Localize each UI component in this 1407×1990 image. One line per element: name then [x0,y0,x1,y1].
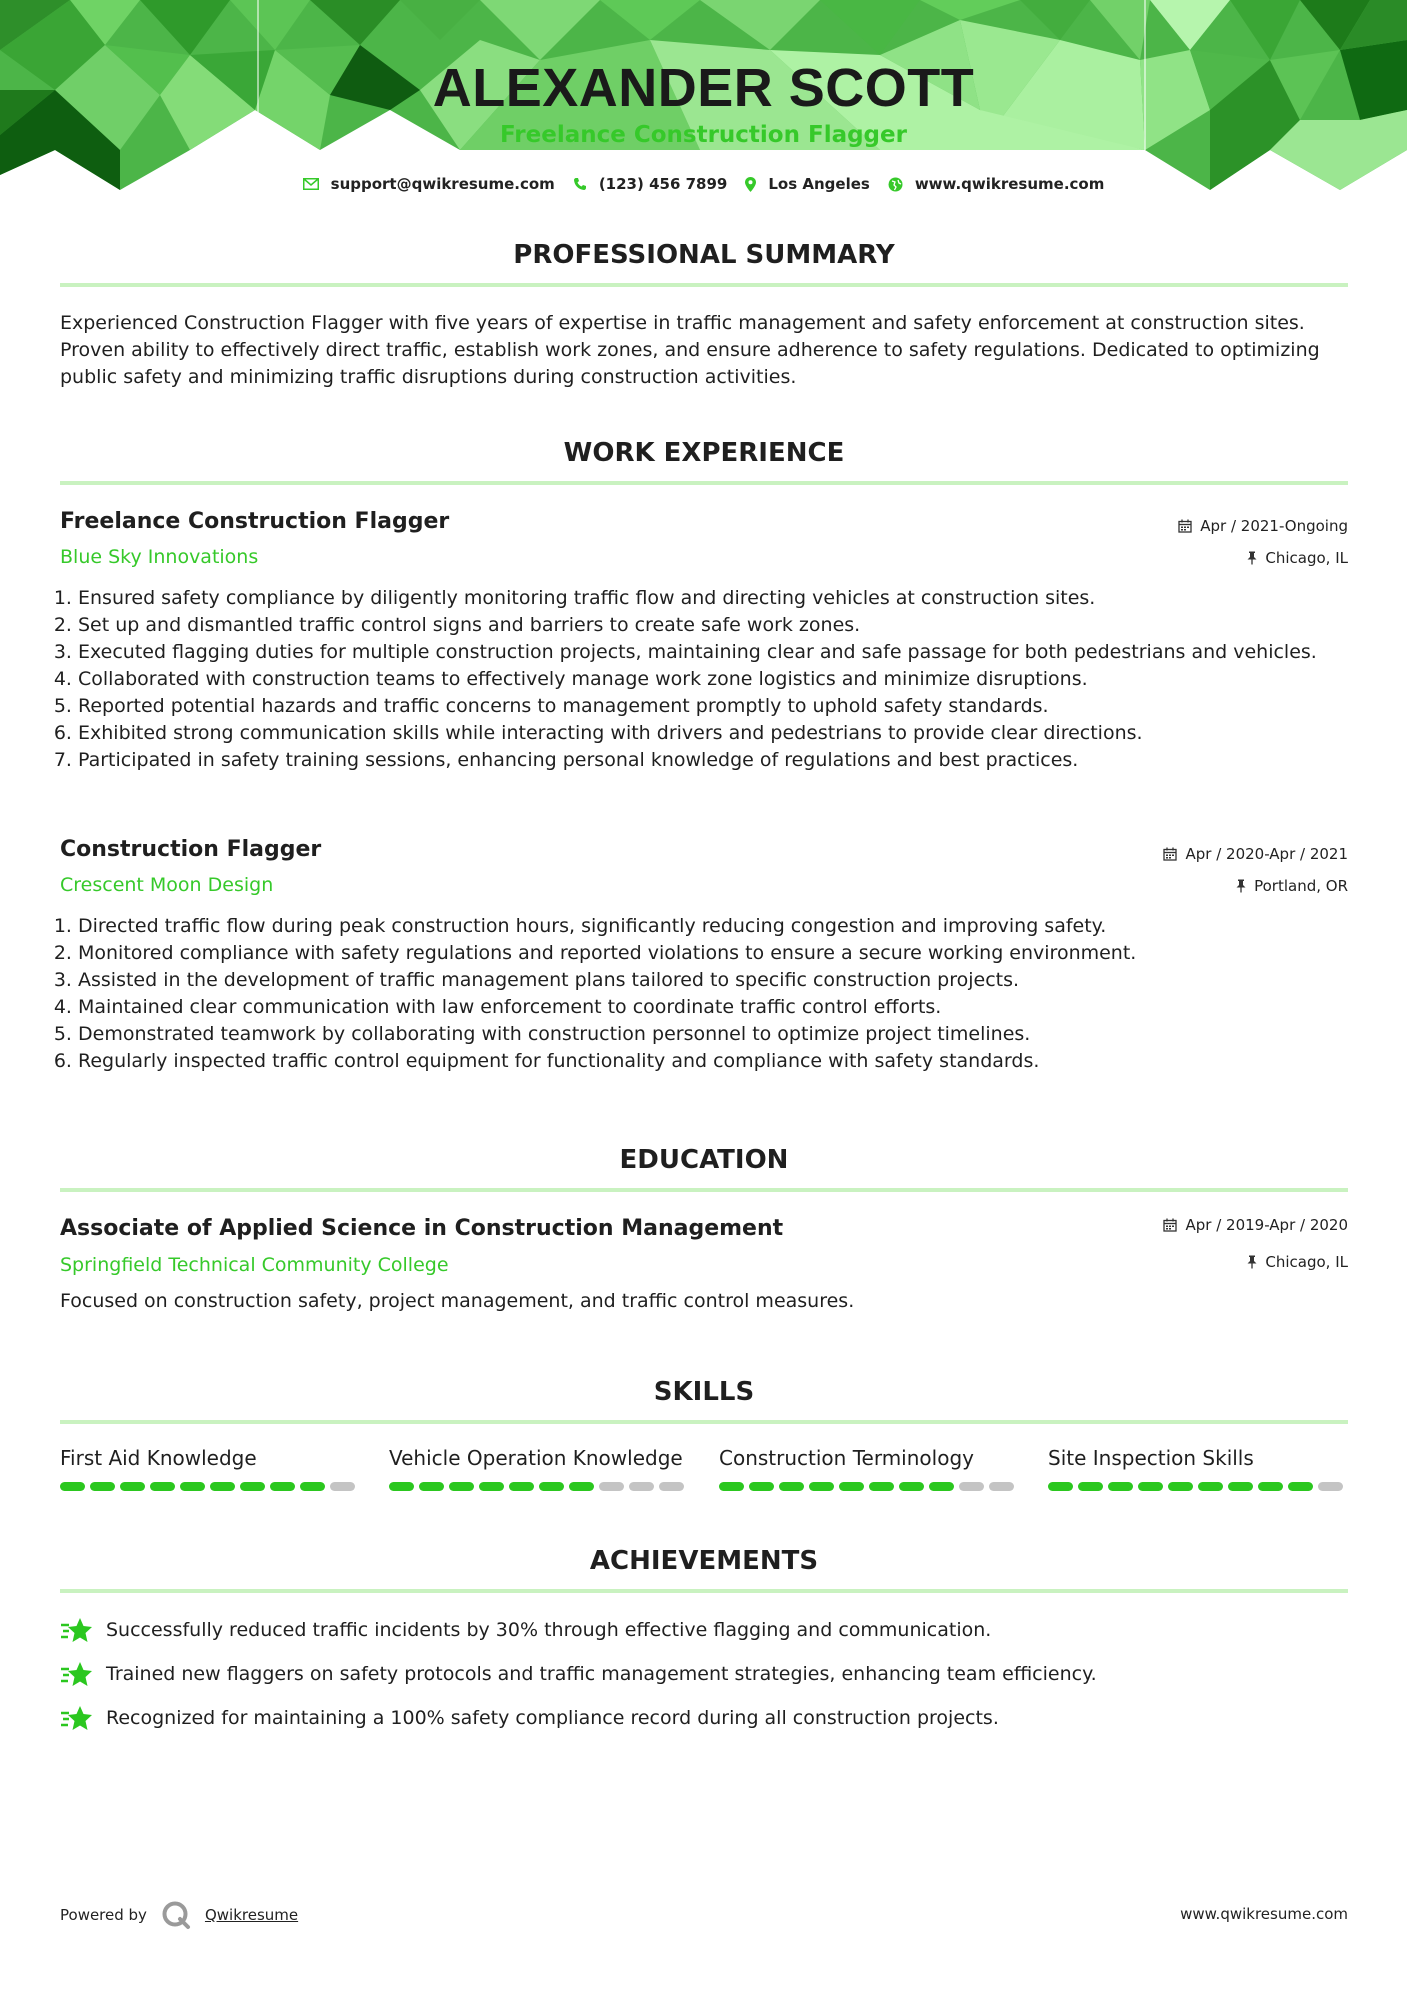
star-icon [60,1660,92,1688]
location-text: Los Angeles [768,175,870,193]
skill-segment-filled [210,1482,235,1491]
skill-segment-filled [180,1482,205,1491]
envelope-icon [303,178,319,190]
skill-name: First Aid Knowledge [60,1446,257,1470]
skill-segment-filled [929,1482,954,1491]
job-dates-text: Apr / 2021-Ongoing [1200,517,1348,535]
school-name: Springfield Technical Community College [60,1254,449,1276]
job-title: Freelance Construction Flagger [60,509,450,534]
list-item: 4. Collaborated with construction teams to effectively manage work zone logistics and minimize disruptions. [78,666,1366,693]
skill-segment-filled [1228,1482,1253,1491]
pushpin-icon [1247,551,1257,565]
qwikresume-link[interactable]: Qwikresume [204,1906,299,1924]
email-text: support@qwikresume.com [330,175,555,193]
achievement-item [60,1704,1348,1732]
skill-segment-filled [779,1482,804,1491]
job-location [1247,548,1348,568]
job-location-text: Chicago, IL [1265,549,1348,567]
skill-segment-filled [869,1482,894,1491]
skill-level-bar [389,1482,689,1491]
achievements-divider [60,1589,1348,1593]
achievement-text: Successfully reduced traffic incidents by 30% through effective flagging and communication. [106,1618,992,1641]
skill-segment-filled [1168,1482,1193,1491]
calendar-icon [1163,847,1177,861]
skill-segment-filled [300,1482,325,1491]
skill-segment-empty [989,1482,1014,1491]
list-item: 6. Exhibited strong communication skills while interacting with drivers and pedestrians to provide clear directions. [78,720,1366,747]
list-item: 2. Monitored compliance with safety regulations and reported violations to ensure a secure working environment. [78,940,1366,967]
skill-name: Vehicle Operation Knowledge [389,1446,683,1470]
list-item: 3. Assisted in the development of traffic management plans tailored to specific construction projects. [78,967,1366,994]
skill-item [60,1444,360,1491]
skill-segment-filled [719,1482,744,1491]
skill-segment-filled [539,1482,564,1491]
summary-heading: PROFESSIONAL SUMMARY [513,240,895,270]
skill-segment-filled [150,1482,175,1491]
skill-segment-empty [599,1482,624,1491]
list-item: 4. Maintained clear communication with law enforcement to coordinate traffic control efforts. [78,994,1366,1021]
list-item: 3. Executed flagging duties for multiple construction projects, maintaining clear and safe passage for both pedestrians and vehicles. [78,639,1366,666]
skill-level-bar [719,1482,1019,1491]
footer-powered-by [60,1900,298,1930]
experience-divider [60,481,1348,485]
qwikresume-logo-icon [161,1900,191,1930]
job-dates-text: Apr / 2020-Apr / 2021 [1185,845,1348,863]
degree-title: Associate of Applied Science in Construction Management [60,1216,784,1241]
skill-name: Construction Terminology [719,1446,974,1470]
star-icon [60,1704,92,1732]
pushpin-icon [1236,879,1246,893]
summary-divider [60,283,1348,287]
list-item: 5. Demonstrated teamwork by collaborating with construction personnel to optimize project timelines. [78,1021,1366,1048]
pushpin-icon [1247,1255,1257,1269]
skills-heading: SKILLS [653,1377,755,1407]
experience-heading: WORK EXPERIENCE [563,438,845,468]
contact-website[interactable] [888,175,1105,193]
skill-segment-filled [1258,1482,1283,1491]
skills-divider [60,1420,1348,1424]
skill-segment-filled [90,1482,115,1491]
list-item: 2. Set up and dismantled traffic control signs and barriers to create safe work zones. [78,612,1366,639]
skill-segment-filled [509,1482,534,1491]
contact-location [745,175,869,193]
skill-segment-empty [330,1482,355,1491]
job-location [1236,876,1348,896]
website-text: www.qwikresume.com [914,175,1105,193]
achievement-text: Recognized for maintaining a 100% safety compliance record during all construction projects. [106,1706,999,1729]
skill-level-bar [60,1482,360,1491]
education-dates [1163,1215,1348,1235]
candidate-title: Freelance Construction Flagger [500,122,907,148]
list-item: 1. Directed traffic flow during peak construction hours, significantly reducing congestion and improving safety. [78,913,1366,940]
company-name: Crescent Moon Design [60,874,274,896]
education-description: Focused on construction safety, project management, and traffic control measures. [60,1290,855,1312]
skill-segment-filled [839,1482,864,1491]
calendar-icon [1163,1218,1177,1232]
skill-segment-empty [659,1482,684,1491]
skill-segment-filled [120,1482,145,1491]
skill-segment-filled [899,1482,924,1491]
achievement-item [60,1660,1348,1688]
education-heading: EDUCATION [619,1145,789,1175]
skill-segment-filled [240,1482,265,1491]
skill-segment-filled [270,1482,295,1491]
job-responsibilities [60,585,1366,774]
skill-segment-filled [389,1482,414,1491]
skill-segment-filled [569,1482,594,1491]
contact-email[interactable] [303,175,555,193]
skill-segment-filled [1138,1482,1163,1491]
job-responsibilities [60,913,1366,1075]
skill-segment-filled [479,1482,504,1491]
summary-text: Experienced Construction Flagger with five years of expertise in traffic management and safety enforcement at construction sites. Proven ability to effectively direct traffic, establish work zones, and ensure adherence to safety regulations. Dedicated to optimizing public safety and minimizing traffic disruptions during construction activities. [60,312,1320,388]
skill-segment-filled [1048,1482,1073,1491]
list-item: 7. Participated in safety training sessions, enhancing personal knowledge of regulations and best practices. [78,747,1366,774]
skill-segment-empty [1318,1482,1343,1491]
contact-bar [0,172,1407,196]
education-location [1247,1252,1348,1272]
skill-segment-filled [1198,1482,1223,1491]
job-dates [1178,516,1348,536]
calendar-icon [1178,519,1192,533]
education-location-text: Chicago, IL [1265,1253,1348,1271]
education-divider [60,1188,1348,1192]
map-pin-icon [745,177,756,192]
globe-icon [888,177,903,192]
phone-text: (123) 456 7899 [598,175,728,193]
list-item: 5. Reported potential hazards and traffic concerns to management promptly to uphold safety standards. [78,693,1366,720]
candidate-name: ALEXANDER SCOTT [432,58,975,118]
skill-segment-filled [809,1482,834,1491]
skill-item [389,1444,689,1491]
skill-segment-filled [449,1482,474,1491]
skill-segment-filled [60,1482,85,1491]
skill-segment-empty [629,1482,654,1491]
footer-website[interactable]: www.qwikresume.com [1180,1905,1348,1923]
phone-icon [573,177,587,191]
achievements-heading: ACHIEVEMENTS [589,1546,819,1576]
skill-segment-filled [749,1482,774,1491]
skill-name: Site Inspection Skills [1048,1446,1254,1470]
list-item: 6. Regularly inspected traffic control equipment for functionality and compliance with safety standards. [78,1048,1366,1075]
powered-by-label: Powered by [60,1906,147,1924]
skill-segment-filled [419,1482,444,1491]
achievement-text: Trained new flaggers on safety protocols and traffic management strategies, enhancing team efficiency. [106,1662,1097,1685]
skill-segment-filled [1288,1482,1313,1491]
job-dates [1163,844,1348,864]
list-item: 1. Ensured safety compliance by diligently monitoring traffic flow and directing vehicles at construction sites. [78,585,1366,612]
contact-phone[interactable] [573,175,728,193]
skill-item [1048,1444,1348,1491]
star-icon [60,1616,92,1644]
achievement-item [60,1616,1348,1644]
skill-item [719,1444,1019,1491]
skill-level-bar [1048,1482,1348,1491]
skill-segment-filled [1078,1482,1103,1491]
company-name: Blue Sky Innovations [60,546,259,568]
skill-segment-filled [1108,1482,1133,1491]
job-location-text: Portland, OR [1254,877,1348,895]
job-title: Construction Flagger [60,837,322,862]
education-dates-text: Apr / 2019-Apr / 2020 [1185,1216,1348,1234]
skill-segment-empty [959,1482,984,1491]
